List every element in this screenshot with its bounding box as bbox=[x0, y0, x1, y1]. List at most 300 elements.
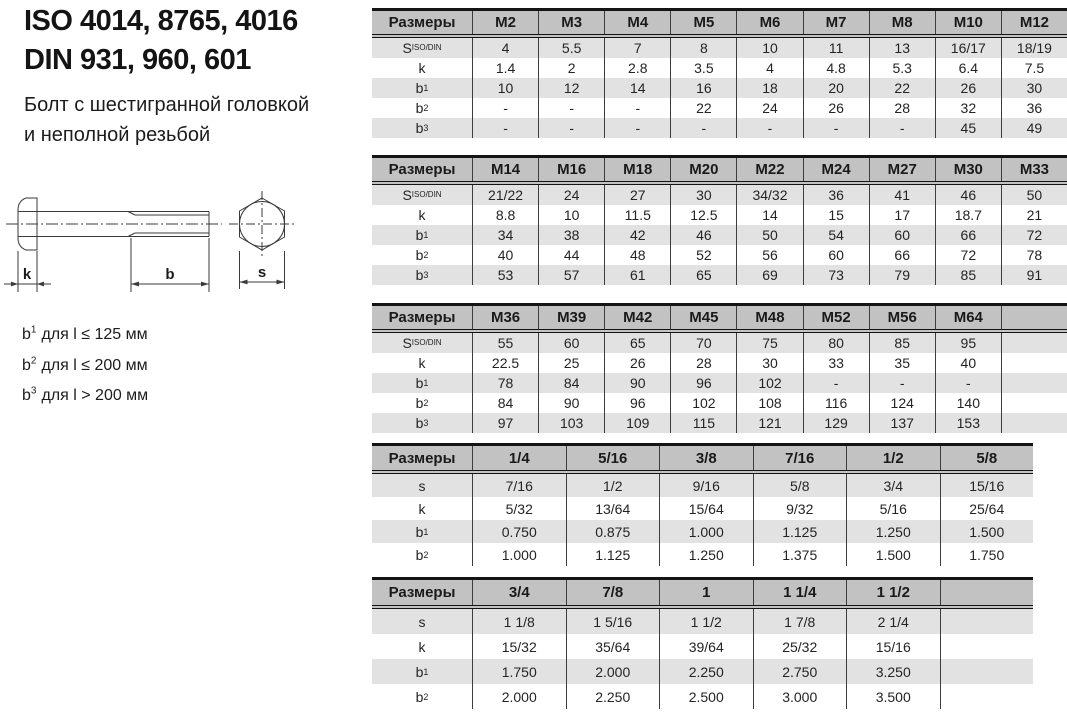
value-cell: 140 bbox=[935, 393, 1001, 413]
row-label-header: Размеры bbox=[388, 161, 456, 178]
value-cell: 102 bbox=[670, 393, 736, 413]
column-header: M8 bbox=[869, 11, 935, 34]
column-header: M3 bbox=[538, 11, 604, 34]
row-label: b 2 bbox=[415, 688, 429, 705]
page-subtitle bbox=[24, 90, 309, 150]
value-cell: 75 bbox=[736, 333, 802, 353]
value-cell: 97 bbox=[472, 413, 538, 433]
value-cell bbox=[1001, 333, 1067, 353]
title-din: DIN 931, 960, 601 bbox=[24, 44, 251, 76]
value-cell: 4.8 bbox=[803, 58, 869, 78]
row-label-header: Размеры bbox=[388, 449, 456, 467]
value-cell: 25 bbox=[538, 353, 604, 373]
column-header: 5/8 bbox=[940, 446, 1034, 470]
value-cell: 0.750 bbox=[472, 520, 566, 543]
value-cell: 56 bbox=[736, 245, 802, 265]
row-label-header: Размеры bbox=[388, 584, 456, 601]
value-cell: 50 bbox=[736, 225, 802, 245]
column-header: M36 bbox=[472, 306, 538, 329]
value-cell bbox=[940, 634, 1034, 659]
value-cell: 1.500 bbox=[940, 520, 1034, 543]
value-cell: 1 5/16 bbox=[566, 609, 660, 634]
table-row bbox=[372, 520, 1033, 543]
value-cell: 33 bbox=[803, 353, 869, 373]
row-label: b 1 bbox=[415, 227, 429, 243]
table-metric-m14-m33 bbox=[372, 155, 1067, 285]
column-header: M48 bbox=[736, 306, 802, 329]
value-cell: 153 bbox=[935, 413, 1001, 433]
row-label-header: Размеры bbox=[388, 309, 456, 326]
value-cell: 10 bbox=[538, 205, 604, 225]
value-cell bbox=[1001, 373, 1067, 393]
page-title bbox=[24, 2, 298, 80]
table-row bbox=[372, 353, 1067, 373]
value-cell: 10 bbox=[736, 38, 802, 58]
value-cell: 14 bbox=[604, 78, 670, 98]
row-label: S ISO/DIN bbox=[402, 335, 442, 351]
table-row bbox=[372, 98, 1067, 118]
table-metric-m36-m64 bbox=[372, 303, 1067, 433]
value-cell: 50 bbox=[1001, 185, 1067, 205]
value-cell: 7 bbox=[604, 38, 670, 58]
column-header: M6 bbox=[736, 11, 802, 34]
footnote-b1 bbox=[22, 318, 148, 348]
value-cell: 3.000 bbox=[753, 684, 847, 709]
value-cell: 66 bbox=[869, 245, 935, 265]
column-header: M52 bbox=[803, 306, 869, 329]
row-label: s bbox=[418, 477, 426, 494]
value-cell: 95 bbox=[935, 333, 1001, 353]
value-cell: 8 bbox=[670, 38, 736, 58]
column-header: 1 bbox=[659, 580, 753, 605]
value-cell: 1.000 bbox=[659, 520, 753, 543]
value-cell: 4 bbox=[736, 58, 802, 78]
value-cell: 84 bbox=[472, 393, 538, 413]
bolt-hex-view bbox=[229, 191, 295, 257]
value-cell: 2.500 bbox=[659, 684, 753, 709]
column-header bbox=[940, 580, 1034, 605]
table-inch-1-4-to-5-8 bbox=[372, 443, 1033, 566]
value-cell: - bbox=[538, 98, 604, 118]
value-cell: 54 bbox=[803, 225, 869, 245]
value-cell bbox=[1001, 393, 1067, 413]
row-label: b 2 bbox=[415, 546, 429, 563]
value-cell: 22.5 bbox=[472, 353, 538, 373]
row-label: b 3 bbox=[415, 267, 429, 283]
table-row bbox=[372, 609, 1033, 634]
value-cell: 36 bbox=[1001, 98, 1067, 118]
value-cell: 40 bbox=[935, 353, 1001, 373]
table-row bbox=[372, 185, 1067, 205]
footnote-b3-symbol: $b^3$ bbox=[22, 385, 37, 404]
row-label: s bbox=[418, 613, 426, 630]
value-cell: 14 bbox=[736, 205, 802, 225]
table-row bbox=[372, 684, 1033, 709]
value-cell: 91 bbox=[1001, 265, 1067, 285]
table-row bbox=[372, 474, 1033, 497]
value-cell: 15/16 bbox=[846, 634, 940, 659]
footnote-b1-text: для l ≤ 125 мм bbox=[41, 326, 148, 344]
value-cell: - bbox=[869, 373, 935, 393]
value-cell: 42 bbox=[604, 225, 670, 245]
value-cell: - bbox=[803, 373, 869, 393]
row-label: k bbox=[418, 355, 426, 371]
value-cell: 1.250 bbox=[846, 520, 940, 543]
value-cell: 48 bbox=[604, 245, 670, 265]
value-cell: 13 bbox=[869, 38, 935, 58]
value-cell: 73 bbox=[803, 265, 869, 285]
table-header-row bbox=[372, 158, 1067, 185]
row-label: b 1 bbox=[415, 663, 429, 680]
column-header: 7/16 bbox=[753, 446, 847, 470]
value-cell: 46 bbox=[670, 225, 736, 245]
row-label: b 1 bbox=[415, 80, 429, 96]
value-cell: 15/16 bbox=[940, 474, 1034, 497]
row-label-header: Размеры bbox=[388, 14, 456, 31]
value-cell: 49 bbox=[1001, 118, 1067, 138]
value-cell: 30 bbox=[1001, 78, 1067, 98]
table-row bbox=[372, 58, 1067, 78]
value-cell: 5/32 bbox=[472, 497, 566, 520]
value-cell: 9/32 bbox=[753, 497, 847, 520]
table-inch-3-4-to-1-1-2 bbox=[372, 577, 1033, 709]
value-cell: 27 bbox=[604, 185, 670, 205]
value-cell: 96 bbox=[670, 373, 736, 393]
value-cell: 65 bbox=[670, 265, 736, 285]
value-cell: 12.5 bbox=[670, 205, 736, 225]
column-header: 3/8 bbox=[659, 446, 753, 470]
value-cell: 137 bbox=[869, 413, 935, 433]
value-cell: 21 bbox=[1001, 205, 1067, 225]
value-cell: - bbox=[538, 118, 604, 138]
value-cell: 46 bbox=[935, 185, 1001, 205]
value-cell: 2 1/4 bbox=[846, 609, 940, 634]
value-cell: 7.5 bbox=[1001, 58, 1067, 78]
value-cell: 16 bbox=[670, 78, 736, 98]
value-cell: - bbox=[869, 118, 935, 138]
value-cell: 26 bbox=[803, 98, 869, 118]
value-cell: 3.250 bbox=[846, 659, 940, 684]
row-label: S ISO/DIN bbox=[402, 187, 442, 203]
value-cell: 2 bbox=[538, 58, 604, 78]
column-header: M2 bbox=[472, 11, 538, 34]
value-cell: - bbox=[604, 118, 670, 138]
value-cell: 44 bbox=[538, 245, 604, 265]
value-cell: 18/19 bbox=[1001, 38, 1067, 58]
value-cell: 78 bbox=[472, 373, 538, 393]
value-cell: 15/32 bbox=[472, 634, 566, 659]
value-cell: 15/64 bbox=[659, 497, 753, 520]
value-cell bbox=[940, 609, 1034, 634]
value-cell: 65 bbox=[604, 333, 670, 353]
value-cell: - bbox=[472, 98, 538, 118]
subtitle-line1: Болт с шестигранной головкой bbox=[24, 94, 310, 116]
value-cell: 103 bbox=[538, 413, 604, 433]
dim-s bbox=[240, 251, 285, 289]
value-cell: 2.000 bbox=[566, 659, 660, 684]
value-cell: 12 bbox=[538, 78, 604, 98]
value-cell: 45 bbox=[935, 118, 1001, 138]
value-cell: 25/32 bbox=[753, 634, 847, 659]
value-cell: 34 bbox=[472, 225, 538, 245]
value-cell: 35/64 bbox=[566, 634, 660, 659]
column-header: M39 bbox=[538, 306, 604, 329]
value-cell bbox=[1001, 413, 1067, 433]
value-cell: 13/64 bbox=[566, 497, 660, 520]
value-cell: 21/22 bbox=[472, 185, 538, 205]
value-cell: 69 bbox=[736, 265, 802, 285]
footnote-b3 bbox=[22, 379, 148, 409]
dim-b-label: b bbox=[165, 266, 175, 283]
value-cell: - bbox=[670, 118, 736, 138]
value-cell: 7/16 bbox=[472, 474, 566, 497]
subtitle-line2: и неполной резьбой bbox=[24, 124, 211, 146]
row-label: b 3 bbox=[415, 120, 429, 136]
value-cell: 30 bbox=[670, 185, 736, 205]
value-cell: 85 bbox=[935, 265, 1001, 285]
value-cell: 1.750 bbox=[472, 659, 566, 684]
table-row bbox=[372, 373, 1067, 393]
value-cell: 1.000 bbox=[472, 543, 566, 566]
table-row bbox=[372, 659, 1033, 684]
footnote-b1-symbol: $b^1$ bbox=[22, 325, 37, 344]
dim-b bbox=[131, 238, 209, 292]
column-header: M14 bbox=[472, 158, 538, 181]
table-row bbox=[372, 634, 1033, 659]
footnote-b2-symbol: $b^2$ bbox=[22, 355, 37, 374]
value-cell: 5.3 bbox=[869, 58, 935, 78]
dim-k-label: k bbox=[22, 266, 32, 283]
table-row bbox=[372, 205, 1067, 225]
value-cell: 60 bbox=[803, 245, 869, 265]
value-cell: 36 bbox=[803, 185, 869, 205]
value-cell bbox=[940, 659, 1034, 684]
column-header: M45 bbox=[670, 306, 736, 329]
footnote-b3-text: для l > 200 мм bbox=[41, 386, 149, 404]
value-cell: - bbox=[736, 118, 802, 138]
value-cell: 1.4 bbox=[472, 58, 538, 78]
value-cell: 78 bbox=[1001, 245, 1067, 265]
value-cell: 121 bbox=[736, 413, 802, 433]
value-cell: 1 1/2 bbox=[659, 609, 753, 634]
column-header: M24 bbox=[803, 158, 869, 181]
row-label: b 1 bbox=[415, 523, 429, 540]
table-row bbox=[372, 497, 1033, 520]
value-cell: 66 bbox=[935, 225, 1001, 245]
dim-s-label: s bbox=[257, 264, 267, 281]
value-cell: 116 bbox=[803, 393, 869, 413]
row-label: b 1 bbox=[415, 375, 429, 391]
column-header: M27 bbox=[869, 158, 935, 181]
value-cell: 2.250 bbox=[566, 684, 660, 709]
value-cell: 26 bbox=[935, 78, 1001, 98]
table-row bbox=[372, 413, 1067, 433]
value-cell: 5.5 bbox=[538, 38, 604, 58]
value-cell: 18.7 bbox=[935, 205, 1001, 225]
column-header: M16 bbox=[538, 158, 604, 181]
column-header: M20 bbox=[670, 158, 736, 181]
column-header: M30 bbox=[935, 158, 1001, 181]
value-cell: 16/17 bbox=[935, 38, 1001, 58]
value-cell: 96 bbox=[604, 393, 670, 413]
value-cell: 35 bbox=[869, 353, 935, 373]
value-cell: - bbox=[935, 373, 1001, 393]
column-header: M22 bbox=[736, 158, 802, 181]
value-cell: 1.500 bbox=[846, 543, 940, 566]
value-cell: 28 bbox=[869, 98, 935, 118]
column-header bbox=[1001, 306, 1067, 329]
column-header: 7/8 bbox=[566, 580, 660, 605]
value-cell: 26 bbox=[604, 353, 670, 373]
value-cell: 39/64 bbox=[659, 634, 753, 659]
value-cell: 3.500 bbox=[846, 684, 940, 709]
column-header: M5 bbox=[670, 11, 736, 34]
value-cell: - bbox=[472, 118, 538, 138]
value-cell: 1/2 bbox=[566, 474, 660, 497]
column-header: M12 bbox=[1001, 11, 1067, 34]
value-cell: 4 bbox=[472, 38, 538, 58]
value-cell: 115 bbox=[670, 413, 736, 433]
table-header-row bbox=[372, 306, 1067, 333]
value-cell: 1.750 bbox=[940, 543, 1034, 566]
value-cell: - bbox=[604, 98, 670, 118]
value-cell: 20 bbox=[803, 78, 869, 98]
value-cell: 70 bbox=[670, 333, 736, 353]
value-cell: 2.8 bbox=[604, 58, 670, 78]
value-cell: 108 bbox=[736, 393, 802, 413]
value-cell: 28 bbox=[670, 353, 736, 373]
value-cell: 0.875 bbox=[566, 520, 660, 543]
value-cell: 3.5 bbox=[670, 58, 736, 78]
row-label: k bbox=[418, 60, 426, 76]
title-iso: ISO 4014, 8765, 4016 bbox=[24, 5, 298, 37]
column-header: M18 bbox=[604, 158, 670, 181]
footnote-b2-text: для l ≤ 200 мм bbox=[41, 356, 148, 374]
value-cell: 129 bbox=[803, 413, 869, 433]
table-row bbox=[372, 543, 1033, 566]
value-cell: 5/8 bbox=[753, 474, 847, 497]
column-header: 1 1/4 bbox=[753, 580, 847, 605]
row-label: S ISO/DIN bbox=[402, 40, 442, 56]
row-label: k bbox=[418, 500, 426, 517]
column-header: M64 bbox=[935, 306, 1001, 329]
table-header-row bbox=[372, 580, 1033, 609]
value-cell: 80 bbox=[803, 333, 869, 353]
value-cell: 6.4 bbox=[935, 58, 1001, 78]
value-cell: 24 bbox=[538, 185, 604, 205]
footnote-b2 bbox=[22, 348, 148, 378]
value-cell: 72 bbox=[1001, 225, 1067, 245]
column-header: M56 bbox=[869, 306, 935, 329]
table-row bbox=[372, 78, 1067, 98]
value-cell: 1 7/8 bbox=[753, 609, 847, 634]
dim-k bbox=[4, 251, 51, 292]
value-cell: 52 bbox=[670, 245, 736, 265]
row-label: b 3 bbox=[415, 415, 429, 431]
table-row bbox=[372, 38, 1067, 58]
value-cell: 53 bbox=[472, 265, 538, 285]
value-cell: 15 bbox=[803, 205, 869, 225]
row-label: k bbox=[418, 207, 426, 223]
value-cell bbox=[940, 684, 1034, 709]
value-cell: 40 bbox=[472, 245, 538, 265]
footnotes bbox=[22, 318, 148, 409]
value-cell: 8.8 bbox=[472, 205, 538, 225]
value-cell: 1 1/8 bbox=[472, 609, 566, 634]
value-cell: 30 bbox=[736, 353, 802, 373]
value-cell: 85 bbox=[869, 333, 935, 353]
value-cell: 41 bbox=[869, 185, 935, 205]
value-cell: 60 bbox=[538, 333, 604, 353]
table-header-row bbox=[372, 446, 1033, 474]
value-cell: 1.125 bbox=[566, 543, 660, 566]
value-cell: 2.750 bbox=[753, 659, 847, 684]
value-cell: 38 bbox=[538, 225, 604, 245]
value-cell: 102 bbox=[736, 373, 802, 393]
value-cell: 5/16 bbox=[846, 497, 940, 520]
value-cell: 60 bbox=[869, 225, 935, 245]
value-cell: 84 bbox=[538, 373, 604, 393]
value-cell: 10 bbox=[472, 78, 538, 98]
table-row bbox=[372, 118, 1067, 138]
value-cell: 25/64 bbox=[940, 497, 1034, 520]
value-cell: 90 bbox=[604, 373, 670, 393]
value-cell: 1.125 bbox=[753, 520, 847, 543]
column-header: 5/16 bbox=[566, 446, 660, 470]
bolt-diagram bbox=[2, 188, 322, 326]
value-cell: 124 bbox=[869, 393, 935, 413]
value-cell: 22 bbox=[869, 78, 935, 98]
value-cell: 109 bbox=[604, 413, 670, 433]
value-cell: 2.250 bbox=[659, 659, 753, 684]
column-header: 1/2 bbox=[846, 446, 940, 470]
value-cell: 18 bbox=[736, 78, 802, 98]
row-label: b 2 bbox=[415, 100, 429, 116]
value-cell: 17 bbox=[869, 205, 935, 225]
value-cell: - bbox=[803, 118, 869, 138]
value-cell: 61 bbox=[604, 265, 670, 285]
table-row bbox=[372, 333, 1067, 353]
table-row bbox=[372, 225, 1067, 245]
row-label: b 2 bbox=[415, 395, 429, 411]
table-row bbox=[372, 245, 1067, 265]
table-row bbox=[372, 265, 1067, 285]
table-metric-m2-m12 bbox=[372, 8, 1067, 138]
value-cell: 90 bbox=[538, 393, 604, 413]
bolt-side-view bbox=[6, 198, 222, 250]
table-row bbox=[372, 393, 1067, 413]
column-header: M4 bbox=[604, 11, 670, 34]
column-header: 1/4 bbox=[472, 446, 566, 470]
column-header: 1 1/2 bbox=[846, 580, 940, 605]
value-cell: 22 bbox=[670, 98, 736, 118]
row-label: b 2 bbox=[415, 247, 429, 263]
column-header: M42 bbox=[604, 306, 670, 329]
column-header: M7 bbox=[803, 11, 869, 34]
value-cell: 55 bbox=[472, 333, 538, 353]
value-cell: 11 bbox=[803, 38, 869, 58]
value-cell: 1.250 bbox=[659, 543, 753, 566]
value-cell: 3/4 bbox=[846, 474, 940, 497]
value-cell: 1.375 bbox=[753, 543, 847, 566]
value-cell: 34/32 bbox=[736, 185, 802, 205]
column-header: M10 bbox=[935, 11, 1001, 34]
value-cell bbox=[1001, 353, 1067, 373]
row-label: k bbox=[418, 638, 426, 655]
table-header-row bbox=[372, 11, 1067, 38]
value-cell: 32 bbox=[935, 98, 1001, 118]
value-cell: 57 bbox=[538, 265, 604, 285]
